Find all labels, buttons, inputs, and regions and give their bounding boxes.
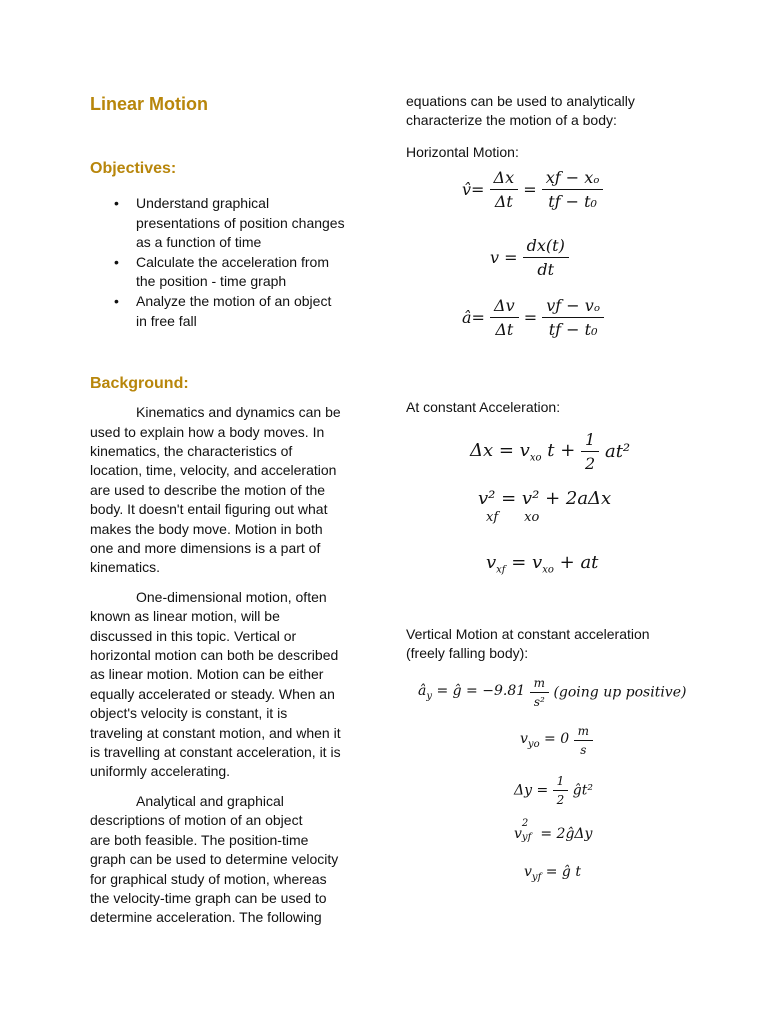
background-heading: Background: <box>90 375 189 393</box>
bullet-icon: • <box>114 253 119 270</box>
constant-acceleration-label: At constant Acceleration: <box>406 399 561 415</box>
initial-vertical-velocity-equation: $v_{yo} = 0$ $\frac{m}{s}$ <box>520 724 593 757</box>
paragraph-3: Analytical and graphical descriptions of motion of an object are both feasible. The position-time graph can be used to determine velocity for graphical study of motion, whereas the velocity-time graph can be used to determine acceleration. The following <box>90 792 339 926</box>
right-column <box>406 92 706 162</box>
paragraph-2: One-dimensional motion, often known as linear motion, will be discussed in this topic. Vertical or horizontal motion can both be described as linear motion. Motion can be either equally accelerated or steady. When an object's velocity is constant, it is traveling at constant motion, and when it is travelling at constant acceleration, it is uniformly accelerating. <box>90 588 341 780</box>
displacement-equation: $\Delta x = v_{xo}$ t + $\frac{1}{2}$ at² <box>470 430 631 473</box>
bullet-icon: • <box>114 195 119 211</box>
velocity-squared-equation: v² = v² + 2aΔx <box>478 488 612 509</box>
bullet-icon: • <box>114 292 119 309</box>
vertical-final-velocity-equation: $v_{yf}$ = ĝ t <box>524 864 581 883</box>
final-velocity-equation: $v_{xf} = v_{xo}$ + at <box>486 552 599 576</box>
objectives-list <box>90 194 368 331</box>
horizontal-motion-label: Horizontal Motion: <box>406 143 519 160</box>
list-item: • Understand graphical presentations of position changes as a function of time <box>114 195 345 251</box>
velocity-squared-subscripts: xf xo <box>486 510 540 525</box>
average-acceleration-equation: â= $\frac{\Delta v}{\Delta t}$ = $\frac{\text{vƒ − vₒ}}{\text{tƒ − t₀}}$ <box>462 296 604 339</box>
page-title: Linear Motion <box>90 94 208 114</box>
vertical-velocity-squared-equation: v 2 yf = 2ĝΔy <box>514 818 593 843</box>
gravity-equation: $â_y$ = ĝ = −9.81 $\frac{m}{\text{s²}}$ (going up positive) <box>418 676 687 709</box>
vertical-displacement-equation: Δy = $\frac{1}{2}$ ĝt² <box>514 774 593 807</box>
objectives-heading: Objectives: <box>90 160 177 177</box>
list-item: • Analyze the motion of an object in free fall <box>114 292 332 329</box>
list-item: • Calculate the acceleration from the position - time graph <box>114 253 329 290</box>
paragraph-1: Kinematics and dynamics can be used to explain how a body moves. In kinematics, the characteristics of location, time, velocity, and acceleration are used to describe the motion of the body. It doesn't entail figuring out what makes the body move. Motion in both one and more dimensions is a part of kinematics. <box>90 404 341 576</box>
intro-text: equations can be used to analytically characterize the motion of a body: <box>406 93 635 129</box>
average-velocity-equation: v̂= $\frac{\Delta x}{\Delta t}$ = $\frac{\text{xƒ − xₒ}}{\text{tƒ − t₀}}$ <box>462 168 603 211</box>
instantaneous-velocity-equation: v = $\frac{dx(t)}{dt}$ <box>490 236 569 279</box>
left-column <box>90 92 368 928</box>
vertical-motion-label: Vertical Motion at constant acceleration (freely falling body): <box>406 626 650 662</box>
